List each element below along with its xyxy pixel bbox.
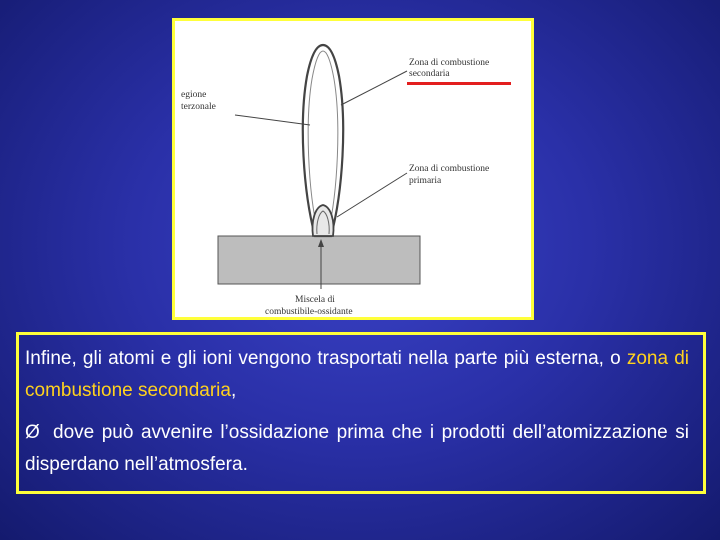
label-interzonal-line2: terzonale xyxy=(181,102,216,112)
paragraph-secondary-zone xyxy=(25,343,689,407)
label-primary-line2: primaria xyxy=(409,176,442,186)
explanation-text-box xyxy=(16,332,706,494)
paragraph-oxidation xyxy=(25,417,689,481)
label-secondary-line1: Zona di combustione xyxy=(409,58,490,68)
label-mixture-line2: combustibile-ossidante xyxy=(265,307,353,317)
secondary-zone-highlight-bar xyxy=(407,82,511,85)
inner-cone xyxy=(312,205,333,236)
burner-block xyxy=(218,236,420,284)
label-secondary-line2: secondaria xyxy=(409,69,450,79)
leader-line-primary xyxy=(337,173,407,217)
secondary-zone-highlight: zona di combustione secondaria xyxy=(25,348,689,401)
paragraph2-text: dove può avvenire l’ossidazione prima che i prodotti dell’atomizzazione si disperdano nell’atmosfera. xyxy=(25,422,689,475)
flame-diagram xyxy=(175,21,531,317)
paragraph1-end: , xyxy=(230,380,237,401)
label-primary-line1: Zona di combustione xyxy=(409,164,490,174)
label-interzonal-line1: egione xyxy=(181,90,207,100)
paragraph1-start: Infine, gli atomi e gli ioni vengono trasportati nella parte più esterna, o xyxy=(25,348,627,369)
label-mixture-line1: Miscela di xyxy=(295,295,335,305)
arrow-bullet-icon: Ø xyxy=(25,422,40,443)
flame-diagram-frame xyxy=(172,18,534,320)
leader-line-interzonal xyxy=(235,115,310,125)
leader-line-secondary xyxy=(341,71,407,105)
